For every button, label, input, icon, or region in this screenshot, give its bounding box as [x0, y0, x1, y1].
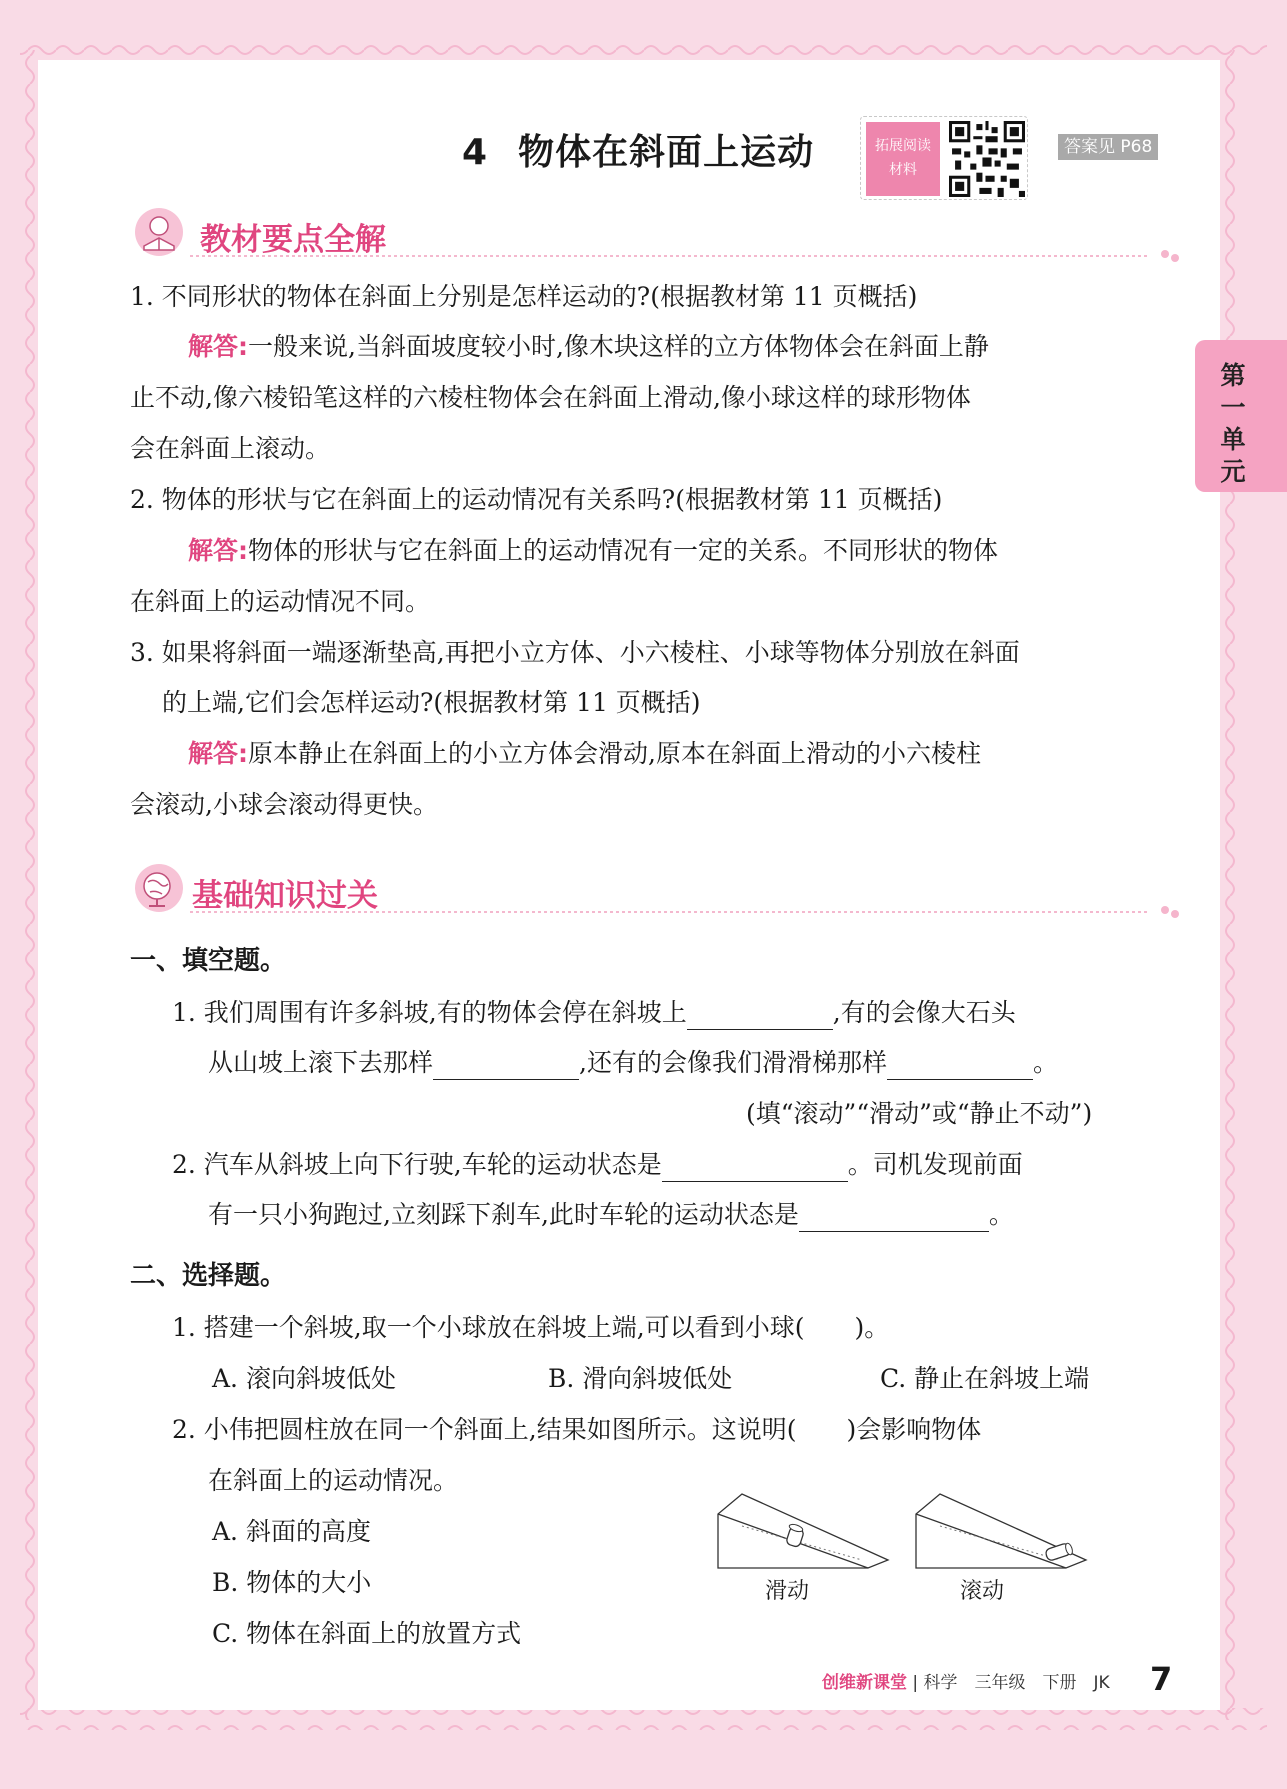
section-header-textbook: [130, 206, 1170, 262]
textbook-question-2: 2. 物体的形状与它在斜面上的运动情况有关系吗?(根据教材第 11 页概括): [130, 485, 943, 514]
choice-q2-option-c[interactable]: C. 物体在斜面上的放置方式: [212, 1619, 522, 1648]
choice-q2-option-a[interactable]: A. 斜面的高度: [212, 1517, 371, 1546]
section-title-basics: 基础知识过关: [192, 878, 378, 914]
extended-reading-label: 拓展阅读 材料: [866, 122, 940, 196]
answer-label: 解答:: [188, 536, 248, 565]
lesson-title: [462, 124, 814, 175]
figure-caption-sliding: 滑动: [765, 1579, 810, 1604]
textbook-answer-1-line-3: 会在斜面上滚动。: [130, 434, 331, 463]
answer-blank[interactable]: [887, 1052, 1033, 1080]
choice-q1-option-b[interactable]: B. 滑向斜坡低处: [548, 1364, 733, 1393]
answer-blank[interactable]: [662, 1154, 848, 1182]
textbook-answer-2-line-2: 在斜面上的运动情况不同。: [130, 587, 431, 616]
choice-q1-option-c[interactable]: C. 静止在斜坡上端: [880, 1364, 1090, 1393]
figure-caption-rolling: 滚动: [960, 1579, 1005, 1604]
section-divider: [190, 250, 1190, 262]
fill-blank-heading: 一、填空题。: [130, 946, 287, 976]
answer-label: 解答:: [188, 739, 248, 768]
footer-info: | 科学 三年级 下册 JK: [912, 1673, 1110, 1693]
answer-label: 解答:: [188, 332, 248, 361]
unit-side-tab: [1195, 340, 1287, 492]
answer-reference-badge: 答案见 P68: [1058, 134, 1158, 160]
fill-blank-q1-hint: (填“滚动”“滑动”或“静止不动”): [746, 1099, 1093, 1128]
fill-blank-q2-line-2: 有一只小狗跑过,立刻踩下刹车,此时车轮的运动状态是 。: [208, 1198, 1014, 1232]
slope-rolling-figure: [910, 1484, 1090, 1570]
choice-q1: 1. 搭建一个斜坡,取一个小球放在斜坡上端,可以看到小球( )。: [172, 1313, 890, 1342]
textbook-answer-3-line-1: 解答:原本静止在斜面上的小立方体会滑动,原本在斜面上滑动的小六棱柱: [188, 739, 981, 768]
textbook-answer-2-line-1: 解答:物体的形状与它在斜面上的运动情况有一定的关系。不同形状的物体: [188, 536, 999, 565]
answer-blank[interactable]: [433, 1052, 579, 1080]
slope-sliding-figure: [712, 1484, 892, 1570]
textbook-question-3-line-1: 3. 如果将斜面一端逐渐垫高,再把小立方体、小六棱柱、小球等物体分别放在斜面: [130, 638, 1020, 667]
textbook-answer-1-line-1: 解答:一般来说,当斜面坡度较小时,像木块这样的立方体物体会在斜面上静: [188, 332, 989, 361]
answer-blank[interactable]: [799, 1204, 989, 1232]
answer-blank[interactable]: [687, 1002, 833, 1030]
textbook-question-1: 1. 不同形状的物体在斜面上分别是怎样运动的?(根据教材第 11 页概括): [130, 282, 918, 311]
lesson-title-text: 物体在斜面上运动: [518, 132, 815, 173]
fill-blank-q1-line-2: 从山坡上滚下去那样 ,还有的会像我们滑滑梯那样 。: [208, 1046, 1058, 1080]
footer-brand: 创维新课堂: [822, 1673, 907, 1693]
page-number: 7: [1150, 1660, 1173, 1698]
textbook-question-3-line-2: 的上端,它们会怎样运动?(根据教材第 11 页概括): [162, 688, 701, 717]
extended-reading-box[interactable]: [860, 116, 1028, 200]
fill-blank-q2-line-1: 2. 汽车从斜坡上向下行驶,车轮的运动状态是 。司机发现前面: [172, 1148, 1023, 1182]
textbook-answer-3-line-2: 会滚动,小球会滚动得更快。: [130, 790, 438, 819]
textbook-answer-1-line-2: 止不动,像六棱铅笔这样的六棱柱物体会在斜面上滑动,像小球这样的球形物体: [130, 383, 971, 412]
choice-q1-option-a[interactable]: A. 滚向斜坡低处: [212, 1364, 396, 1393]
section-divider: [190, 906, 1190, 918]
page-footer: [822, 1668, 1110, 1693]
choice-q2-option-b[interactable]: B. 物体的大小: [212, 1568, 372, 1597]
girl-reading-icon: [130, 206, 188, 258]
section-title-textbook: 教材要点全解: [200, 222, 386, 258]
unit-side-tab-label: 第一单元: [1220, 361, 1246, 486]
section-header-basics: [130, 862, 1170, 918]
lesson-number: 4: [462, 132, 489, 173]
qr-code-icon[interactable]: [949, 121, 1025, 197]
fill-blank-q1-line-1: 1. 我们周围有许多斜坡,有的物体会停在斜坡上 ,有的会像大石头: [172, 996, 1016, 1030]
globe-icon: [130, 862, 188, 914]
choice-q2-line-1: 2. 小伟把圆柱放在同一个斜面上,结果如图所示。这说明( )会影响物体: [172, 1415, 982, 1444]
choice-q2-line-2: 在斜面上的运动情况。: [208, 1466, 459, 1495]
choice-heading: 二、选择题。: [130, 1261, 287, 1291]
